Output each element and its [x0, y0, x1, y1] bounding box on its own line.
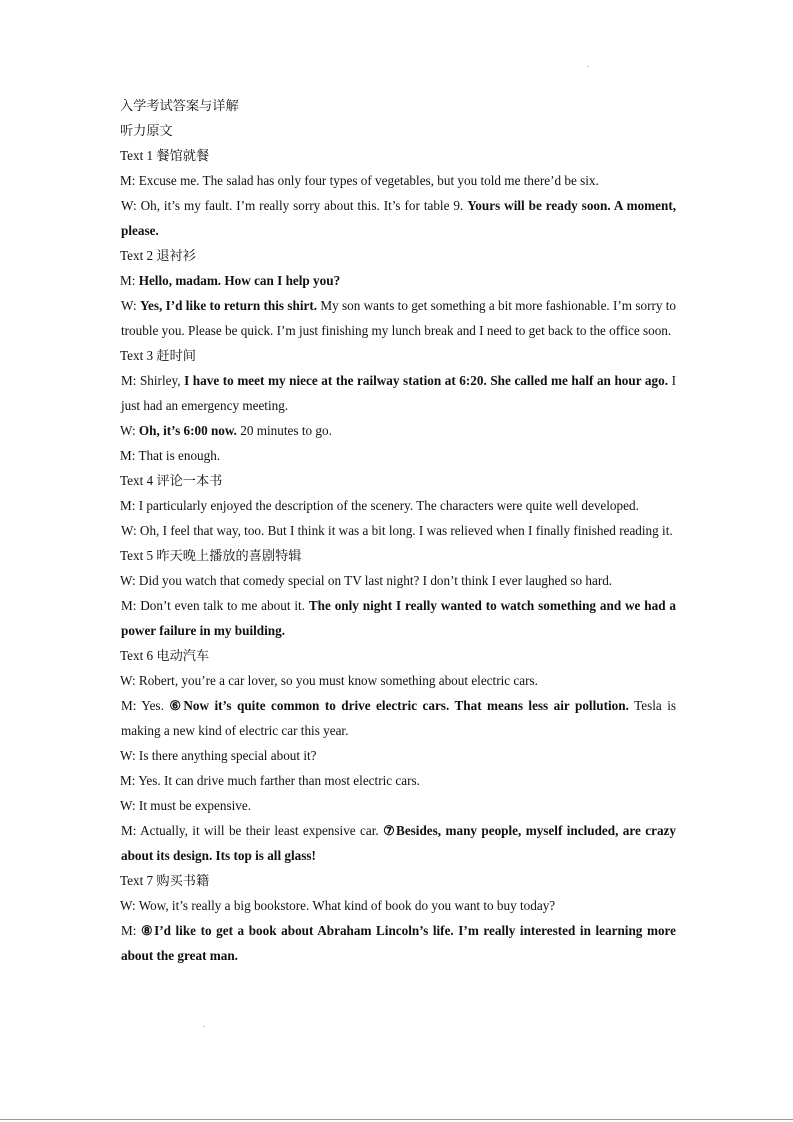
dialogue-text: I particularly enjoyed the description of the scenery. The characters were quite well developed.	[138, 498, 639, 513]
dialogue-line	[120, 593, 676, 643]
dialogue-text: 20 minutes to go.	[240, 423, 332, 438]
dialogue-text: It must be expensive.	[138, 798, 251, 813]
dialogue-line	[120, 443, 676, 468]
answer-key-text: Hello, madam. How can I help you?	[138, 273, 341, 288]
answer-key-text: ⑧I’d like to get a book about Abraham Lincoln’s life. I’m really interested in learning more about the great man.	[121, 923, 677, 963]
answer-key-text: I have to meet my niece at the railway station at 6:20. She called me half an hour ago.	[184, 373, 669, 388]
dialogue-line	[120, 743, 676, 768]
dialogue-line	[120, 168, 676, 193]
answer-key-text: Yes, I’d like to return this shirt.	[139, 298, 318, 313]
speaker: W:	[120, 898, 136, 913]
dialogue-text: Excuse me. The salad has only four types of vegetables, but you told me there’d be six.	[138, 173, 599, 188]
dialogue-text: I just had an emergency meeting.	[121, 373, 676, 413]
dialogue-text: Is there anything special about it?	[138, 748, 317, 763]
answer-key-text: Oh, it’s 6:00 now.	[138, 423, 237, 438]
dialogue-line	[120, 268, 676, 293]
speaker: M:	[121, 823, 137, 838]
speaker: W:	[121, 298, 137, 313]
dialogue-text: My son wants to get something a bit more fashionable. I’m sorry to trouble you. Please be quick. I’m just finishing my lunch break and I need to get back to the office soon.	[121, 298, 677, 338]
dialogue-line	[120, 793, 676, 818]
speaker: W:	[120, 748, 136, 763]
speaker: M:	[121, 598, 137, 613]
speaker: M:	[120, 498, 136, 513]
text-heading: Text 7 购买书籍	[120, 873, 210, 888]
text-heading: Text 6 电动汽车	[120, 648, 210, 663]
speaker: W:	[120, 423, 136, 438]
dialogue-text: Actually, it will be their least expensive car.	[140, 823, 379, 838]
dialogue-text: Yes. It can drive much farther than most electric cars.	[138, 773, 420, 788]
speaker: W:	[120, 673, 136, 688]
dialogue-line	[120, 193, 676, 243]
speaker: W:	[121, 523, 137, 538]
text-heading: Text 5 昨天晚上播放的喜剧特辑	[120, 548, 302, 563]
dialogue-text: Tesla is making a new kind of electric car this year.	[121, 698, 677, 738]
dialogue-line	[120, 918, 676, 968]
section-title: 听力原文	[120, 123, 173, 138]
dialogue-text: Don’t even talk to me about it.	[140, 598, 305, 613]
dialogue-text: Robert, you’re a car lover, so you must know something about electric cars.	[138, 673, 538, 688]
dialogue-line	[120, 293, 676, 343]
text-heading: Text 1 餐馆就餐	[120, 148, 210, 163]
transcript-body	[120, 93, 676, 968]
dialogue-text: Did you watch that comedy special on TV last night? I don’t think I ever laughed so hard.	[138, 573, 613, 588]
answer-key-text: ⑥Now it’s quite common to drive electric cars. That means less air pollution.	[169, 698, 629, 713]
dialogue-text: Oh, it’s my fault. I’m really sorry about this. It’s for table 9.	[140, 198, 464, 213]
dialogue-line	[120, 418, 676, 443]
document-title: 入学考试答案与详解	[120, 98, 239, 113]
speaker: M: Shirley,	[121, 373, 181, 388]
dialogue-line	[120, 568, 676, 593]
text-heading: Text 2 退衬衫	[120, 248, 196, 263]
speaker: M:	[120, 173, 136, 188]
speaker: M:	[121, 698, 137, 713]
dialogue-line	[120, 818, 676, 868]
speck-mark: .	[587, 60, 589, 69]
speaker: M:	[121, 923, 137, 938]
answer-key-text: ⑦Besides, many people, myself included, are crazy about its design. Its top is all glass!	[121, 823, 676, 863]
dialogue-line	[120, 518, 676, 543]
dialogue-line	[120, 768, 676, 793]
answer-key-text: Yours will be ready soon. A moment, please.	[121, 198, 677, 238]
dialogue-text: Wow, it’s really a big bookstore. What kind of book do you want to buy today?	[138, 898, 556, 913]
answer-key-text: The only night I really wanted to watch something and we had a power failure in my building.	[121, 598, 676, 638]
dialogue-line	[120, 668, 676, 693]
dialogue-text: That is enough.	[138, 448, 221, 463]
dialogue-text: Yes.	[141, 698, 164, 713]
dialogue-line	[120, 493, 676, 518]
text-heading: Text 3 赶时间	[120, 348, 196, 363]
text-heading: Text 4 评论一本书	[120, 473, 223, 488]
dialogue-line	[120, 893, 676, 918]
speaker: W:	[120, 798, 136, 813]
speck-mark: .	[203, 1020, 205, 1029]
dialogue-line	[120, 693, 676, 743]
speaker: W:	[121, 198, 137, 213]
speaker: M:	[120, 773, 136, 788]
speaker: M:	[120, 273, 136, 288]
speaker: M:	[120, 448, 136, 463]
dialogue-text: Oh, I feel that way, too. But I think it was a bit long. I was relieved when I finally finished reading it.	[139, 523, 673, 538]
dialogue-line	[120, 368, 676, 418]
speaker: W:	[120, 573, 136, 588]
page-bottom-rule	[0, 1119, 793, 1120]
